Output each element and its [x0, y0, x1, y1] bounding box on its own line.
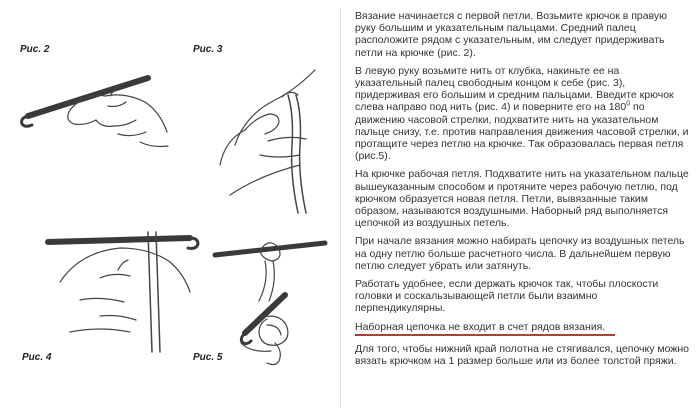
red-underline	[355, 334, 615, 336]
note-text: Наборная цепочка не входит в счет рядов вязания.	[355, 320, 606, 333]
fig3-label: Рис. 3	[193, 44, 223, 55]
degree-superscript: 0	[626, 100, 631, 108]
fig5-first-loop-illustration	[205, 225, 335, 375]
paragraph-6-note	[355, 321, 689, 336]
paragraph-2	[355, 65, 689, 163]
paragraph-2-part-1: В левую руку возьмите нить от клубка, накиньте ее на указательный палец свободным концом к себе (рис. 3), придерживая его большим и средним пальцами. Введите крючок слева направо под нить (рис. 4) и поверните его на 180	[355, 64, 674, 114]
paragraph-7: Для того, чтобы нижний край полотна не стягивался, цепочку можно вязать крючком на 1 размер больше или из более толстой пряжи.	[355, 342, 690, 368]
fig4-hook-under-thread-illustration	[40, 222, 200, 357]
paragraph-2-part-2: по движению часовой стрелки, подхватите нить на указательном пальце снизу, т.е. против направления движения часовой стрелки, и протащите через петлю на крючке. Так образовалась первая петля (рис.5).	[355, 101, 689, 163]
instruction-text-column	[355, 10, 689, 373]
paragraph-1: Вязание начинается с первой петли. Возьмите крючок в правую руку большим и указательным пальцами. Средний палец расположите рядом с указательным, им следует придерживать петли на крючке (рис. 2).	[355, 10, 668, 59]
figures-column	[0, 0, 340, 418]
fig2-label: Рис. 2	[20, 44, 50, 55]
fig3-thread-on-finger-illustration	[200, 55, 335, 215]
paragraph-5: Работать удобнее, если держать крючок так, чтобы плоскости головки и соскальзывающей петли были взаимно перпендикулярны.	[355, 278, 659, 315]
fig5-label: Рис. 5	[193, 352, 223, 363]
paragraph-4: При начале вязания можно набирать цепочку из воздушных петель на одну петлю больше расчетного числа. В дальнейшем первую петлю следует убрать или затянуть.	[355, 235, 685, 272]
fig2-hand-hook-illustration	[10, 50, 180, 160]
fig4-label: Рис. 4	[22, 352, 52, 363]
column-divider	[340, 8, 341, 408]
paragraph-3: На крючке рабочая петля. Подхватите нить на указательном пальце вышеуказанным способом и протяните через рабочую петлю, под крючком образуется новая петля. Петли, вывязанные таким образом, называются воздушными. Наборный ряд выполняется цепочкой из воздушных петель.	[355, 168, 689, 230]
